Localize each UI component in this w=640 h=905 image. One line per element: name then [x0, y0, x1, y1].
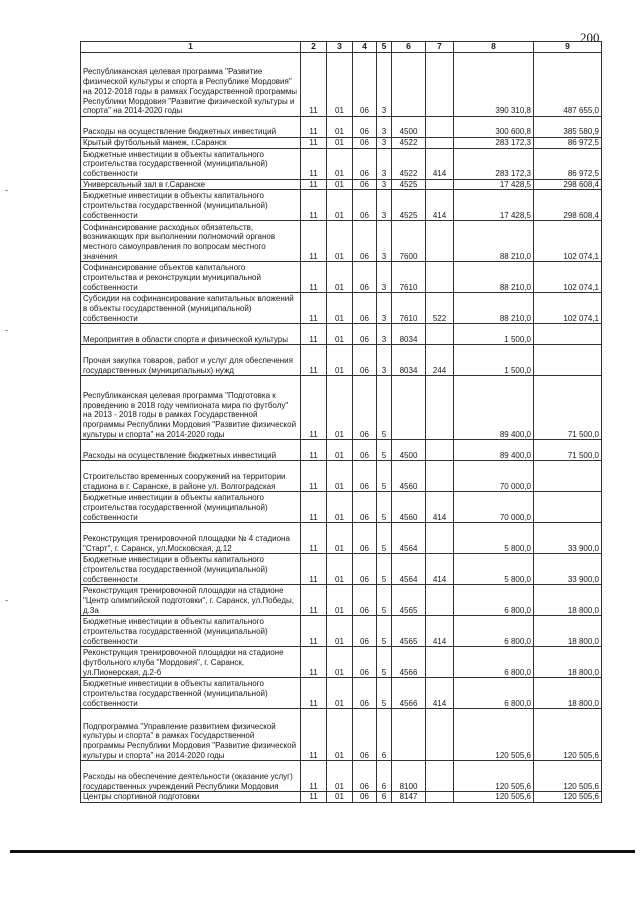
table-row: [81, 678, 602, 709]
amount-2014-cell: 70 000,0: [454, 461, 534, 492]
code-cell: [426, 792, 454, 803]
table-row: [81, 616, 602, 647]
amount-2014-cell: 300 600,8: [454, 117, 534, 138]
code-cell: 11: [301, 293, 327, 324]
code-cell: 3: [377, 293, 392, 324]
code-cell: 11: [301, 53, 327, 117]
table-row: [81, 376, 602, 440]
code-cell: 7610: [392, 262, 426, 293]
code-cell: 4522: [392, 138, 426, 149]
code-cell: 5: [377, 492, 392, 523]
code-cell: [426, 53, 454, 117]
code-cell: 5: [377, 554, 392, 585]
amount-2014-cell: 283 172,3: [454, 148, 534, 179]
code-cell: 11: [301, 179, 327, 190]
code-cell: 01: [327, 138, 353, 149]
code-cell: 4525: [392, 190, 426, 221]
code-cell: [426, 262, 454, 293]
code-cell: 11: [301, 709, 327, 761]
amount-2015-cell: 298 608,4: [534, 179, 602, 190]
amount-2014-cell: 6 800,0: [454, 585, 534, 616]
amount-2015-cell: [534, 324, 602, 345]
code-cell: [392, 709, 426, 761]
code-cell: 7610: [392, 293, 426, 324]
row-name-cell: Реконструкция тренировочной площадки № 4 стадиона "Старт", г. Саранск, ул.Московская, д.12: [81, 523, 301, 554]
amount-2015-cell: 102 074,1: [534, 221, 602, 262]
code-cell: 11: [301, 792, 327, 803]
amount-2015-cell: 71 500,0: [534, 376, 602, 440]
code-cell: 06: [353, 616, 377, 647]
row-name-cell: Центры спортивной подготовки: [81, 792, 301, 803]
amount-2015-cell: 102 074,1: [534, 262, 602, 293]
code-cell: 06: [353, 554, 377, 585]
amount-2014-cell: 89 400,0: [454, 376, 534, 440]
code-cell: 11: [301, 761, 327, 792]
code-cell: [426, 376, 454, 440]
code-cell: 3: [377, 190, 392, 221]
table-row: [81, 523, 602, 554]
amount-2015-cell: 487 655,0: [534, 53, 602, 117]
table-row: [81, 262, 602, 293]
code-cell: 06: [353, 647, 377, 678]
amount-2015-cell: 120 505,6: [534, 761, 602, 792]
table-row: [81, 709, 602, 761]
code-cell: 4500: [392, 117, 426, 138]
code-cell: 8100: [392, 761, 426, 792]
table-row: [81, 138, 602, 149]
amount-2015-cell: 120 505,6: [534, 709, 602, 761]
table-row: [81, 440, 602, 461]
code-cell: 4566: [392, 647, 426, 678]
code-cell: 01: [327, 492, 353, 523]
amount-2014-cell: 88 210,0: [454, 262, 534, 293]
code-cell: 06: [353, 324, 377, 345]
amount-2014-cell: 6 800,0: [454, 616, 534, 647]
code-cell: 414: [426, 190, 454, 221]
code-cell: 01: [327, 554, 353, 585]
amount-2015-cell: [534, 461, 602, 492]
table-row: [81, 647, 602, 678]
amount-2014-cell: 5 800,0: [454, 554, 534, 585]
page-number: 200: [580, 30, 600, 45]
code-cell: 06: [353, 792, 377, 803]
code-cell: 06: [353, 709, 377, 761]
code-cell: 01: [327, 190, 353, 221]
code-cell: 6: [377, 761, 392, 792]
code-cell: 06: [353, 376, 377, 440]
code-cell: 01: [327, 792, 353, 803]
row-name-cell: Бюджетные инвестиции в объекты капитального строительства государственной (муниципальной) собственности: [81, 492, 301, 523]
column-header: 6: [392, 42, 426, 53]
code-cell: 11: [301, 461, 327, 492]
code-cell: 4564: [392, 523, 426, 554]
column-header: 8: [454, 42, 534, 53]
code-cell: 4525: [392, 179, 426, 190]
code-cell: 11: [301, 221, 327, 262]
row-name-cell: Бюджетные инвестиции в объекты капитального строительства государственной (муниципальной) собственности: [81, 616, 301, 647]
row-name-cell: Расходы на обеспечение деятельности (оказание услуг) государственных учреждений Республики Мордовия: [81, 761, 301, 792]
code-cell: 3: [377, 117, 392, 138]
table-row: [81, 190, 602, 221]
code-cell: [426, 709, 454, 761]
code-cell: 11: [301, 523, 327, 554]
code-cell: 4560: [392, 492, 426, 523]
amount-2014-cell: 17 428,5: [454, 190, 534, 221]
code-cell: 01: [327, 585, 353, 616]
code-cell: 5: [377, 523, 392, 554]
code-cell: 3: [377, 262, 392, 293]
code-cell: [426, 761, 454, 792]
code-cell: 414: [426, 148, 454, 179]
code-cell: [426, 461, 454, 492]
code-cell: 01: [327, 440, 353, 461]
code-cell: 11: [301, 117, 327, 138]
column-header: 1: [81, 42, 301, 53]
code-cell: [426, 138, 454, 149]
amount-2014-cell: 88 210,0: [454, 221, 534, 262]
code-cell: 11: [301, 324, 327, 345]
code-cell: 01: [327, 179, 353, 190]
column-header: 9: [534, 42, 602, 53]
row-name-cell: Бюджетные инвестиции в объекты капитального строительства государственной (муниципальной) собственности: [81, 148, 301, 179]
amount-2015-cell: 120 505,6: [534, 792, 602, 803]
code-cell: 7600: [392, 221, 426, 262]
row-name-cell: Прочая закупка товаров, работ и услуг для обеспечения государственных (муниципальных) нужд: [81, 345, 301, 376]
scan-mark: [5, 330, 8, 331]
code-cell: 06: [353, 293, 377, 324]
code-cell: 01: [327, 221, 353, 262]
code-cell: 5: [377, 616, 392, 647]
table-row: [81, 461, 602, 492]
column-header: 7: [426, 42, 454, 53]
code-cell: 4522: [392, 148, 426, 179]
code-cell: 8034: [392, 324, 426, 345]
code-cell: [426, 585, 454, 616]
amount-2014-cell: 88 210,0: [454, 293, 534, 324]
budget-table: [80, 41, 602, 803]
code-cell: 244: [426, 345, 454, 376]
column-header: 5: [377, 42, 392, 53]
code-cell: 11: [301, 345, 327, 376]
column-header: 3: [327, 42, 353, 53]
code-cell: 06: [353, 585, 377, 616]
table-row: [81, 585, 602, 616]
amount-2014-cell: 1 500,0: [454, 324, 534, 345]
code-cell: 3: [377, 148, 392, 179]
code-cell: 3: [377, 53, 392, 117]
code-cell: 11: [301, 148, 327, 179]
column-header: 4: [353, 42, 377, 53]
code-cell: [426, 117, 454, 138]
table-row: [81, 492, 602, 523]
code-cell: 06: [353, 117, 377, 138]
code-cell: 01: [327, 376, 353, 440]
amount-2015-cell: [534, 345, 602, 376]
code-cell: 414: [426, 678, 454, 709]
code-cell: 11: [301, 492, 327, 523]
table-row: [81, 792, 602, 803]
amount-2015-cell: 33 900,0: [534, 523, 602, 554]
amount-2015-cell: 18 800,0: [534, 616, 602, 647]
code-cell: 5: [377, 647, 392, 678]
row-name-cell: Бюджетные инвестиции в объекты капитального строительства государственной (муниципальной) собственности: [81, 554, 301, 585]
code-cell: 11: [301, 440, 327, 461]
code-cell: 11: [301, 190, 327, 221]
amount-2014-cell: 283 172,3: [454, 138, 534, 149]
code-cell: 01: [327, 293, 353, 324]
code-cell: 11: [301, 585, 327, 616]
code-cell: 01: [327, 345, 353, 376]
row-name-cell: Бюджетные инвестиции в объекты капитального строительства государственной (муниципальной) собственности: [81, 678, 301, 709]
code-cell: 06: [353, 461, 377, 492]
code-cell: 4500: [392, 440, 426, 461]
code-cell: 06: [353, 678, 377, 709]
code-cell: 06: [353, 345, 377, 376]
amount-2015-cell: 18 800,0: [534, 647, 602, 678]
code-cell: 3: [377, 179, 392, 190]
code-cell: 06: [353, 492, 377, 523]
code-cell: 01: [327, 523, 353, 554]
amount-2014-cell: 70 000,0: [454, 492, 534, 523]
table-body: [81, 53, 602, 803]
table-row: [81, 148, 602, 179]
amount-2014-cell: 1 500,0: [454, 345, 534, 376]
amount-2015-cell: 86 972,5: [534, 138, 602, 149]
code-cell: 4564: [392, 554, 426, 585]
code-cell: 01: [327, 761, 353, 792]
table-row: [81, 761, 602, 792]
amount-2015-cell: 298 608,4: [534, 190, 602, 221]
bottom-rule: [10, 850, 635, 853]
row-name-cell: Софинансирование расходных обязательств, возникающих при выполнении полномочий органов местного самоуправления по вопросам местного значения: [81, 221, 301, 262]
code-cell: 06: [353, 190, 377, 221]
amount-2014-cell: 6 800,0: [454, 647, 534, 678]
amount-2015-cell: 33 900,0: [534, 554, 602, 585]
code-cell: 4565: [392, 585, 426, 616]
code-cell: 06: [353, 53, 377, 117]
code-cell: 01: [327, 117, 353, 138]
code-cell: 06: [353, 148, 377, 179]
code-cell: 8147: [392, 792, 426, 803]
code-cell: [426, 647, 454, 678]
code-cell: 11: [301, 376, 327, 440]
code-cell: 3: [377, 345, 392, 376]
table-row: [81, 221, 602, 262]
amount-2014-cell: 5 800,0: [454, 523, 534, 554]
row-name-cell: Республиканская целевая программа "Развитие физической культуры и спорта в Республике Мордовия" на 2012-2018 годы в рамках Государственной программы Республики Мордовия "Развитие физической культуры и спорта" на 2014-2020 годы: [81, 53, 301, 117]
code-cell: 06: [353, 138, 377, 149]
row-name-cell: Крытый футбольный манеж, г.Саранск: [81, 138, 301, 149]
code-cell: 3: [377, 221, 392, 262]
row-name-cell: Реконструкция тренировочной площадки на стадионе "Центр олимпийской подготовки", г. Саранск, ул.Победы, д.3а: [81, 585, 301, 616]
code-cell: 11: [301, 616, 327, 647]
code-cell: 414: [426, 554, 454, 585]
row-name-cell: Строительство временных сооружений на территории стадиона в г. Саранске, в районе ул. Волгоградская: [81, 461, 301, 492]
table-row: [81, 53, 602, 117]
code-cell: 522: [426, 293, 454, 324]
amount-2015-cell: 71 500,0: [534, 440, 602, 461]
row-name-cell: Расходы на осуществление бюджетных инвестиций: [81, 117, 301, 138]
code-cell: 11: [301, 262, 327, 293]
amount-2015-cell: 385 580,9: [534, 117, 602, 138]
code-cell: 414: [426, 616, 454, 647]
code-cell: [426, 324, 454, 345]
code-cell: 06: [353, 440, 377, 461]
amount-2014-cell: 89 400,0: [454, 440, 534, 461]
code-cell: [426, 523, 454, 554]
table-row: [81, 345, 602, 376]
code-cell: 4566: [392, 678, 426, 709]
code-cell: 01: [327, 678, 353, 709]
code-cell: 6: [377, 792, 392, 803]
code-cell: 3: [377, 138, 392, 149]
code-cell: 01: [327, 324, 353, 345]
code-cell: 11: [301, 647, 327, 678]
amount-2015-cell: [534, 492, 602, 523]
code-cell: [426, 179, 454, 190]
row-name-cell: Софинансирование объектов капитального строительства и реконструкции муниципальной собственности: [81, 262, 301, 293]
scan-mark: [5, 190, 8, 191]
code-cell: [426, 221, 454, 262]
amount-2015-cell: 86 972,5: [534, 148, 602, 179]
code-cell: 06: [353, 179, 377, 190]
row-name-cell: Подпрограмма "Управление развитием физической культуры и спорта" в рамках Государственной программы Республики Мордовия "Развитие физической культуры и спорта" на 2014-2020 годы: [81, 709, 301, 761]
code-cell: 01: [327, 148, 353, 179]
code-cell: 5: [377, 461, 392, 492]
code-cell: 01: [327, 647, 353, 678]
amount-2014-cell: 6 800,0: [454, 678, 534, 709]
code-cell: 06: [353, 262, 377, 293]
code-cell: 06: [353, 523, 377, 554]
code-cell: 06: [353, 221, 377, 262]
column-header: 2: [301, 42, 327, 53]
code-cell: [426, 440, 454, 461]
amount-2014-cell: 120 505,6: [454, 709, 534, 761]
code-cell: 5: [377, 440, 392, 461]
amount-2015-cell: 18 800,0: [534, 678, 602, 709]
code-cell: 01: [327, 262, 353, 293]
code-cell: 6: [377, 709, 392, 761]
code-cell: [392, 53, 426, 117]
amount-2015-cell: 102 074,1: [534, 293, 602, 324]
code-cell: 01: [327, 709, 353, 761]
code-cell: 01: [327, 461, 353, 492]
table-row: [81, 117, 602, 138]
code-cell: 4560: [392, 461, 426, 492]
row-name-cell: Расходы на осуществление бюджетных инвестиций: [81, 440, 301, 461]
amount-2014-cell: 17 428,5: [454, 179, 534, 190]
code-cell: 01: [327, 616, 353, 647]
code-cell: 5: [377, 678, 392, 709]
code-cell: 4565: [392, 616, 426, 647]
table-row: [81, 179, 602, 190]
amount-2014-cell: 390 310,8: [454, 53, 534, 117]
row-name-cell: Реконструкция тренировочной площадки на стадионе футбольного клуба "Мордовия", г. Саранск, ул.Пионерская, д.2-б: [81, 647, 301, 678]
code-cell: 11: [301, 554, 327, 585]
row-name-cell: Мероприятия в области спорта и физической культуры: [81, 324, 301, 345]
code-cell: 8034: [392, 345, 426, 376]
table-row: [81, 554, 602, 585]
code-cell: 3: [377, 324, 392, 345]
amount-2015-cell: 18 800,0: [534, 585, 602, 616]
code-cell: 414: [426, 492, 454, 523]
amount-2014-cell: 120 505,6: [454, 761, 534, 792]
code-cell: 11: [301, 138, 327, 149]
code-cell: 11: [301, 678, 327, 709]
column-number-row: [81, 42, 602, 53]
row-name-cell: Бюджетные инвестиции в объекты капитального строительства государственной (муниципальной) собственности: [81, 190, 301, 221]
table-row: [81, 293, 602, 324]
code-cell: [392, 376, 426, 440]
table-row: [81, 324, 602, 345]
code-cell: 5: [377, 376, 392, 440]
row-name-cell: Республиканская целевая программа "Подготовка к проведению в 2018 году чемпионата мира по футболу" на 2013 - 2018 годы в рамках Государственной программы Республики Мордовия "Развитие физической культуры и спорта" на 2014-2020 годы: [81, 376, 301, 440]
scan-mark: [5, 600, 8, 601]
amount-2014-cell: 120 505,6: [454, 792, 534, 803]
row-name-cell: Универсальный зал в г.Саранске: [81, 179, 301, 190]
code-cell: 01: [327, 53, 353, 117]
code-cell: 06: [353, 761, 377, 792]
code-cell: 5: [377, 585, 392, 616]
row-name-cell: Субсидии на софинансирование капитальных вложений в объекты государственной (муниципальной) собственности: [81, 293, 301, 324]
